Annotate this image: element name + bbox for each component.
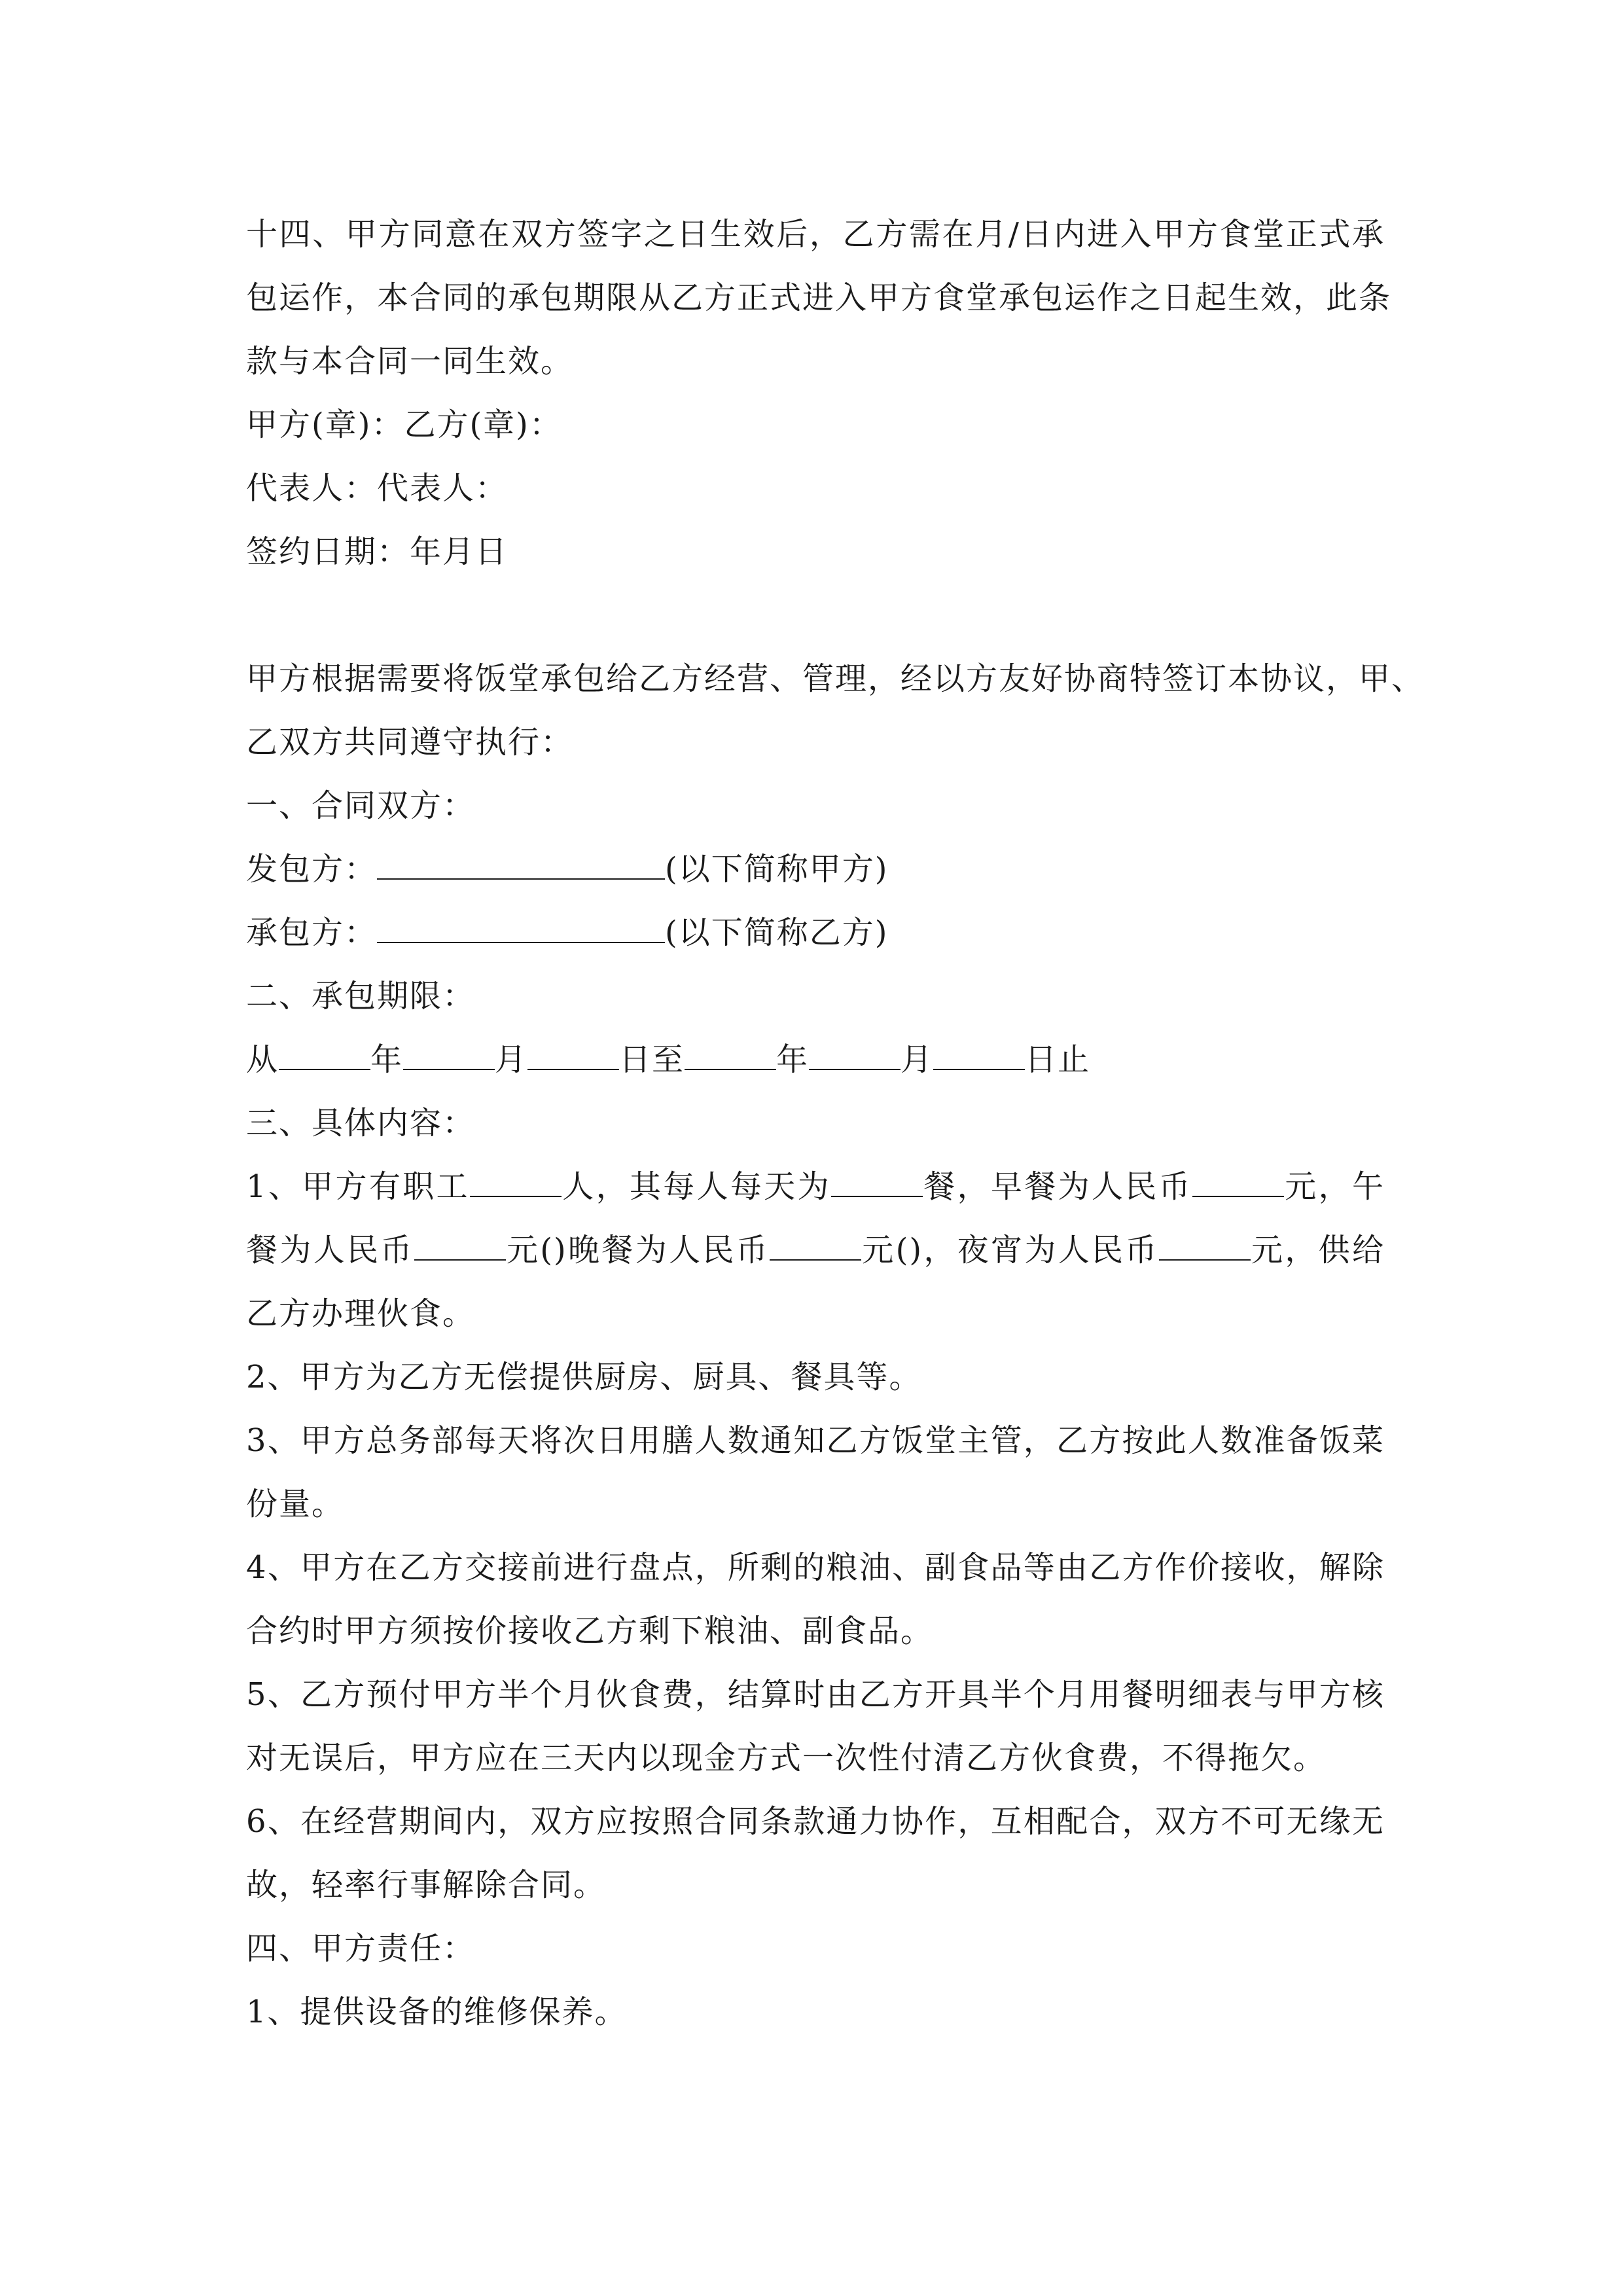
intro-line-2: 乙双方共同遵守执行： [246, 724, 574, 761]
item5-line-1: 5、乙方预付甲方半个月伙食费，结算时由乙方开具半个月用餐明细表与甲方核 [246, 1676, 1385, 1713]
content-heading: 三、具体内容： [246, 1105, 476, 1141]
term-heading: 二、承包期限： [246, 978, 476, 1014]
item1-part: 元()，夜宵为人民币 [861, 1232, 1159, 1268]
term-day-to: 日至 [619, 1041, 685, 1078]
term-from: 从 [246, 1041, 279, 1078]
item1-blank [770, 1228, 861, 1261]
item1-part: 餐为人民币 [246, 1232, 414, 1268]
term-blank [403, 1037, 495, 1070]
parties-heading: 一、合同双方： [246, 787, 476, 824]
duties-a-item1: 1、提供设备的维修保养。 [246, 1994, 628, 2030]
item6-line-1: 6、在经营期间内，双方应按照合同条款通力协作，互相配合，双方不可无缘无 [246, 1803, 1385, 1840]
term-month: 月 [495, 1041, 528, 1078]
term-blank [809, 1037, 901, 1070]
term-blank [685, 1037, 776, 1070]
item3-line-2: 份量。 [246, 1486, 345, 1522]
item3-line-1: 3、甲方总务部每天将次日用膳人数通知乙方饭堂主管，乙方按此人数准备饭菜 [246, 1422, 1385, 1459]
seal-line: 甲方(章)：乙方(章)： [246, 406, 562, 443]
contractor-label: 承包方： [246, 914, 378, 951]
representative-line: 代表人：代表人： [246, 470, 508, 507]
issuer-blank [377, 847, 665, 880]
duties-a-heading: 四、甲方责任： [246, 1930, 476, 1967]
issuer-line [246, 838, 1385, 901]
clause-14-line-3: 款与本合同一同生效。 [246, 343, 574, 380]
item1-part: 餐，早餐为人民币 [922, 1168, 1192, 1205]
signing-date-line: 签约日期：年月日 [246, 533, 508, 570]
item1-blank [831, 1164, 923, 1197]
item2: 2、甲方为乙方无偿提供厨房、厨具、餐具等。 [246, 1359, 922, 1395]
item1-line-1 [246, 1155, 1385, 1219]
clause-14-line-2: 包运作，本合同的承包期限从乙方正式进入甲方食堂承包运作之日起生效，此条 [246, 279, 1392, 316]
intro-line-1: 甲方根据需要将饭堂承包给乙方经营、管理，经以方友好协商特签订本协议，甲、 [246, 660, 1425, 697]
item5-line-2: 对无误后，甲方应在三天内以现金方式一次性付清乙方伙食费，不得拖欠。 [246, 1740, 1327, 1776]
item1-part: 人，其每人每天为 [561, 1168, 831, 1205]
item1-part: 1、甲方有职工 [246, 1168, 470, 1205]
contractor-line [246, 901, 1385, 965]
item4-line-2: 合约时甲方须按价接收乙方剩下粮油、副食品。 [246, 1613, 934, 1649]
item1-part: 元()晚餐为人民币 [505, 1232, 770, 1268]
item1-line-3: 乙方办理伙食。 [246, 1295, 476, 1332]
term-blank [933, 1037, 1025, 1070]
item1-part: 元，午 [1283, 1168, 1385, 1205]
term-month: 月 [901, 1041, 934, 1078]
clause-14-line-1: 十四、甲方同意在双方签字之日生效后，乙方需在月/日内进入甲方食堂正式承 [246, 216, 1385, 253]
contractor-suffix: (以下简称乙方) [665, 914, 889, 951]
item6-line-2: 故，轻率行事解除合同。 [246, 1867, 607, 1903]
item1-blank [1192, 1164, 1284, 1197]
document-body [246, 203, 1425, 2044]
item1-blank [414, 1228, 506, 1261]
item1-blank [1159, 1228, 1251, 1261]
item1-blank [470, 1164, 562, 1197]
item4-line-1: 4、甲方在乙方交接前进行盘点，所剩的粮油、副食品等由乙方作价接收，解除 [246, 1549, 1385, 1586]
issuer-suffix: (以下简称甲方) [665, 851, 889, 888]
term-blank [527, 1037, 619, 1070]
term-day-end: 日止 [1025, 1041, 1091, 1078]
term-line [246, 1028, 1385, 1092]
item1-line-2 [246, 1219, 1385, 1282]
term-year: 年 [370, 1041, 404, 1078]
term-blank [279, 1037, 370, 1070]
contractor-blank [377, 910, 665, 943]
item1-part: 元，供给 [1250, 1232, 1385, 1268]
term-year: 年 [776, 1041, 810, 1078]
issuer-label: 发包方： [246, 851, 378, 888]
section-gap [246, 584, 1385, 647]
